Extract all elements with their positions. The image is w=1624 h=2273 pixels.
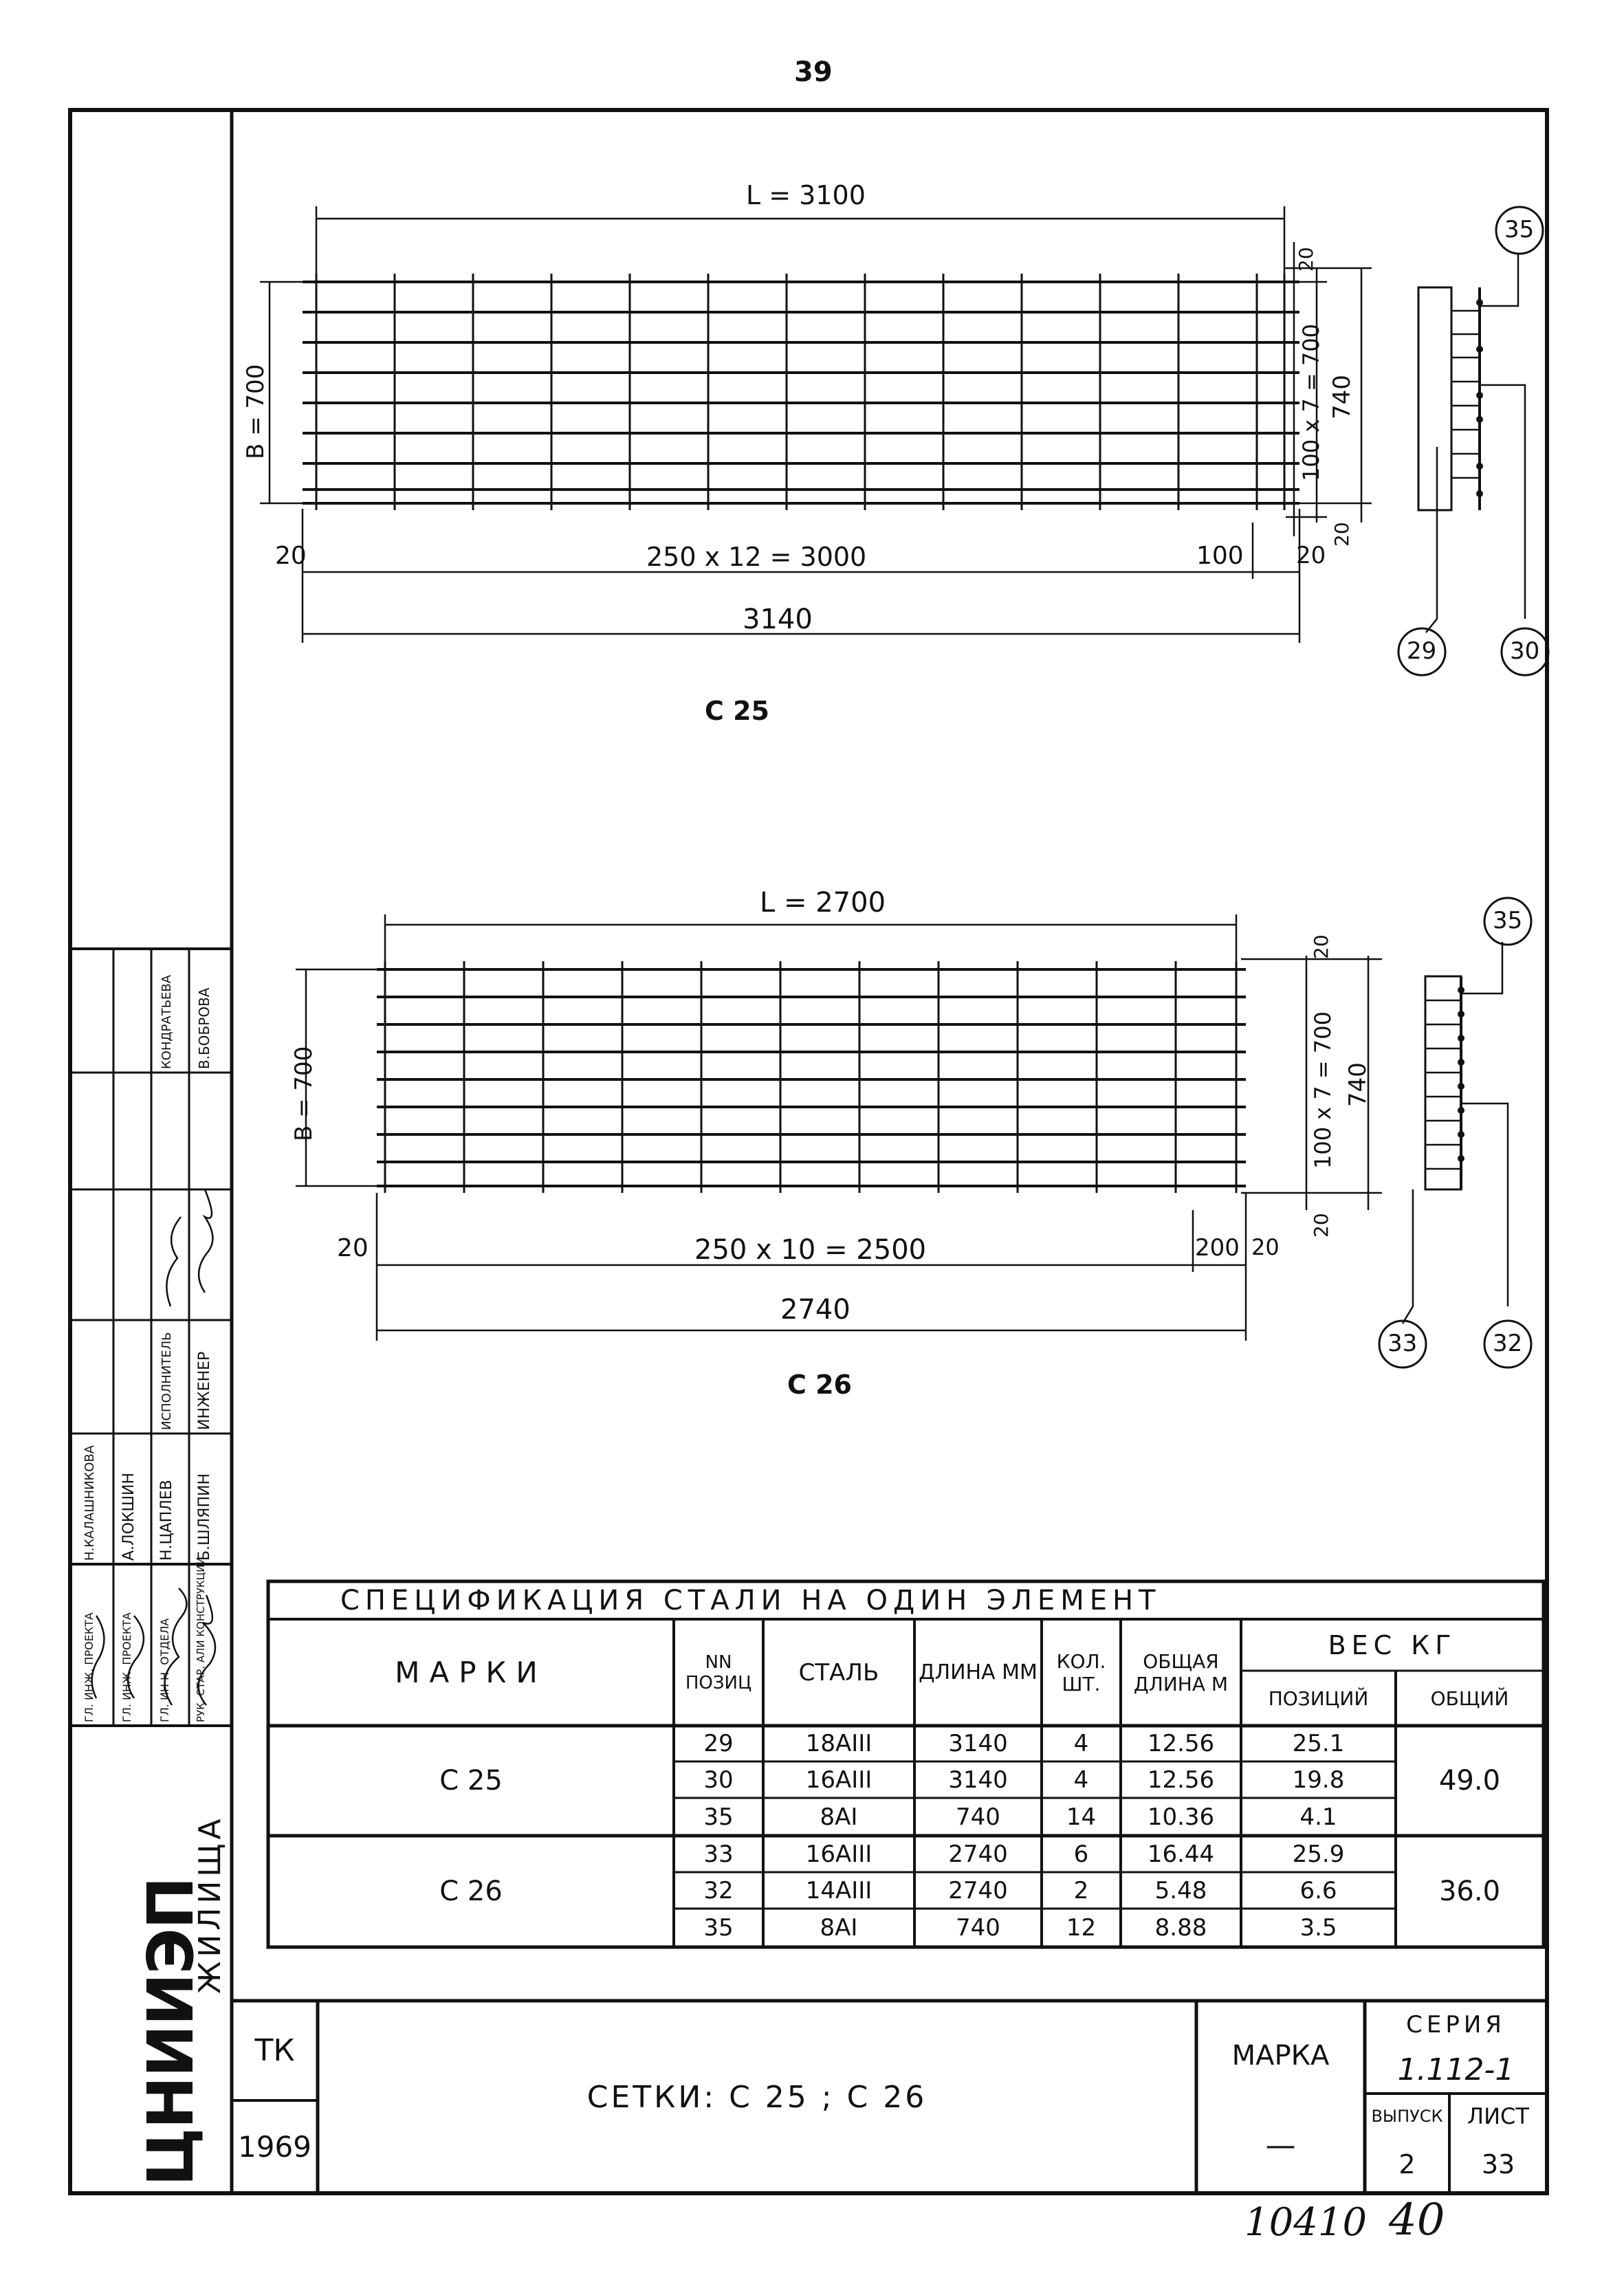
mesh1-pos-right: 30 [1510, 637, 1540, 665]
sheet-value: 33 [1481, 2149, 1515, 2179]
spec-cell-steel: 18АIII [805, 1730, 873, 1757]
series-label: СЕРИЯ [1406, 2011, 1506, 2039]
hdr-total-length: ОБЩАЯ ДЛИНА М [1133, 1649, 1229, 1695]
series-value: 1.112-1 [1397, 2052, 1515, 2087]
spec-cell-steel: 8АI [820, 1803, 858, 1831]
mesh2-pos-left: 33 [1387, 1330, 1418, 1357]
mesh1-length-label: L = 3100 [746, 180, 866, 210]
sig-name-2: Н.ЦАПЛЕВ [158, 1480, 175, 1561]
mesh1-width-label: B = 700 [242, 364, 270, 459]
spec-cell-weight: 25.1 [1292, 1730, 1345, 1757]
mesh1-pitch-bottom: 250 x 12 = 3000 [646, 542, 867, 572]
mesh2-end-right: 200 [1195, 1234, 1240, 1262]
spec-cell-weight: 6.6 [1299, 1876, 1337, 1904]
mesh2-pos-top: 35 [1493, 907, 1523, 934]
sheet-number-hand: 40 [1389, 2195, 1445, 2245]
sig-name-bobrova: В.БОБРОВА [196, 987, 212, 1069]
sheet-label: ЛИСТ [1467, 2103, 1529, 2129]
marka-label: МАРКА [1231, 2040, 1330, 2072]
sig-name-1: Б.ШЛЯПИН [196, 1473, 213, 1561]
mesh1-total-width: 740 [1328, 375, 1356, 419]
spec-cell-pos: 29 [703, 1730, 734, 1757]
spec-cell-length: 3140 [948, 1766, 1008, 1794]
spec-cell-weight: 3.5 [1299, 1914, 1337, 1942]
spec-cell-weight: 25.9 [1292, 1840, 1345, 1868]
spec-cell-total-length: 5.48 [1154, 1876, 1207, 1904]
drawing-title: СЕТКИ: С 25 ; С 26 [586, 2079, 928, 2115]
spec-total-c26: 36.0 [1438, 1876, 1501, 1907]
spec-cell-steel: 14АIII [805, 1876, 873, 1904]
mesh1-total-length: 3140 [743, 604, 813, 635]
mesh1-end-right: 100 [1196, 542, 1244, 570]
mesh2-length-label: L = 2700 [760, 887, 886, 919]
sig-role-1: РУК. СТАР. АЛИ КОНСТРУКЦИИ [195, 1557, 207, 1722]
spec-cell-steel: 8АI [820, 1914, 858, 1942]
logo-text: ЦНИИЭП [134, 1878, 208, 2186]
sig-role-2: ГЛ. ИН Н. ОТДЕЛА [158, 1618, 171, 1722]
mesh2-end-right2: 20 [1251, 1234, 1280, 1260]
hdr-weight-pos: ПОЗИЦИЙ [1268, 1687, 1369, 1710]
mesh2-mark: С 26 [787, 1370, 852, 1400]
mesh1-bottom-offset: 20 [1330, 522, 1353, 547]
spec-cell-steel: 16АIII [805, 1766, 873, 1794]
sig-role-3: ГЛ. ИНЖ. ПРОЕКТА [120, 1612, 133, 1722]
mesh2-total-length: 2740 [780, 1294, 851, 1326]
spec-total-c25: 49.0 [1438, 1765, 1501, 1797]
spec-cell-pos: 30 [703, 1766, 734, 1794]
spec-cell-qty: 14 [1066, 1803, 1097, 1831]
spec-mark-c26: С 26 [439, 1876, 503, 1907]
spec-cell-length: 3140 [948, 1730, 1008, 1757]
spec-cell-pos: 35 [703, 1914, 734, 1942]
sig-role-executor: ИСПОЛНИТЕЛЬ [160, 1332, 174, 1430]
spec-cell-length: 2740 [948, 1876, 1008, 1904]
sig-role-4: ГЛ. ИНЖ. ПРОЕКТА [83, 1612, 96, 1722]
marka-value: — [1265, 2127, 1296, 2163]
issue-label: ВЫПУСК [1371, 2107, 1443, 2126]
sig-role-engineer: ИНЖЕНЕР [196, 1351, 213, 1430]
hdr-weight-total: ОБЩИЙ [1430, 1687, 1509, 1710]
mesh1-pitch-side: 100 x 7 = 700 [1298, 324, 1324, 481]
hdr-steel: СТАЛЬ [798, 1658, 879, 1687]
mesh1-pos-left: 29 [1407, 637, 1437, 665]
spec-cell-pos: 33 [703, 1840, 734, 1868]
org-name: ЖИЛИЩА [193, 1814, 228, 1994]
spec-cell-length: 2740 [948, 1840, 1008, 1868]
mesh2-total-width: 740 [1344, 1062, 1372, 1107]
hdr-qty: КОЛ. ШТ. [1056, 1649, 1106, 1695]
sig-name-4: Н.КАЛАШНИКОВА [83, 1445, 97, 1561]
spec-cell-qty: 2 [1073, 1876, 1089, 1904]
spec-cell-weight: 4.1 [1299, 1803, 1337, 1831]
archive-number: 10410 [1244, 2200, 1368, 2245]
spec-cell-steel: 16АIII [805, 1840, 873, 1868]
mesh1-end-right2: 20 [1296, 542, 1326, 569]
mesh1-top-offset: 20 [1295, 247, 1317, 272]
sig-name-kondratyeva: КОНДРАТЬЕВА [160, 974, 174, 1069]
hdr-length: ДЛИНА ММ [919, 1660, 1038, 1684]
spec-cell-length: 740 [956, 1914, 1000, 1942]
mesh1-pos-top: 35 [1504, 216, 1535, 243]
mesh2-pos-right: 32 [1493, 1330, 1523, 1357]
spec-mark-c25: С 25 [439, 1765, 503, 1797]
year: 1969 [238, 2130, 311, 2164]
hdr-marks: МАРКИ [395, 1656, 547, 1689]
hdr-weight: ВЕС КГ [1328, 1629, 1457, 1660]
mesh2-bottom-offset: 20 [1310, 1213, 1332, 1238]
spec-cell-total-length: 12.56 [1147, 1766, 1215, 1794]
mesh1-end-left: 20 [275, 542, 307, 570]
mesh2-pitch-side: 100 x 7 = 700 [1310, 1011, 1336, 1169]
spec-cell-qty: 6 [1073, 1840, 1089, 1868]
spec-title: СПЕЦИФИКАЦИЯ СТАЛИ НА ОДИН ЭЛЕМЕНТ [340, 1585, 1161, 1616]
spec-cell-total-length: 16.44 [1147, 1840, 1215, 1868]
mesh1-mark: С 25 [705, 696, 769, 726]
spec-cell-qty: 4 [1073, 1766, 1089, 1794]
spec-cell-total-length: 8.88 [1154, 1914, 1207, 1942]
mesh2-end-left: 20 [337, 1234, 369, 1262]
hdr-pos: NN ПОЗИЦ [685, 1651, 752, 1693]
mesh2-width-label: B = 700 [290, 1046, 318, 1141]
spec-cell-pos: 35 [703, 1803, 734, 1831]
issue-value: 2 [1398, 2149, 1416, 2179]
spec-cell-weight: 19.8 [1292, 1766, 1345, 1794]
sig-name-3: А.ЛОКШИН [120, 1472, 138, 1561]
mesh2-top-offset: 20 [1310, 934, 1332, 959]
spec-cell-pos: 32 [703, 1876, 734, 1904]
spec-cell-total-length: 10.36 [1147, 1803, 1215, 1831]
spec-cell-qty: 12 [1066, 1914, 1097, 1942]
spec-cell-qty: 4 [1073, 1730, 1089, 1757]
tk-label: ТК [254, 2033, 295, 2068]
spec-cell-total-length: 12.56 [1147, 1730, 1215, 1757]
page-number: 39 [794, 56, 833, 88]
mesh2-pitch-bottom: 250 x 10 = 2500 [694, 1234, 927, 1266]
spec-cell-length: 740 [956, 1803, 1000, 1831]
